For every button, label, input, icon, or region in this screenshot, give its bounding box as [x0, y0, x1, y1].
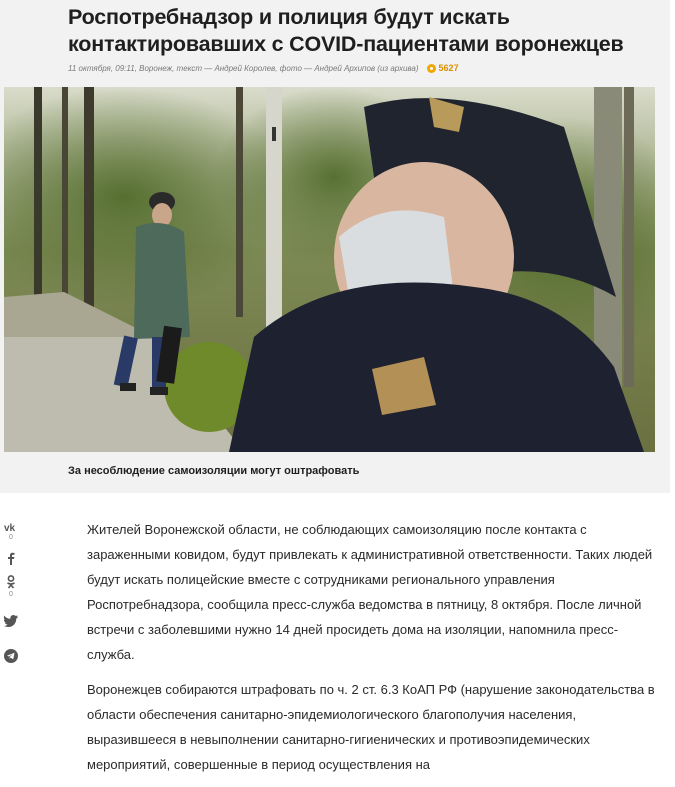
share-twitter[interactable] — [4, 615, 18, 627]
facebook-icon — [6, 552, 16, 565]
share-odnoklassniki[interactable] — [6, 575, 16, 599]
share-facebook[interactable] — [6, 552, 16, 565]
article-photo — [4, 87, 655, 452]
twitter-icon — [4, 615, 18, 627]
svg-text:vk: vk — [4, 523, 16, 532]
share-count-odnoklassniki: 0 — [9, 591, 13, 598]
article-body — [87, 517, 655, 787]
article-paragraph: Воронежцев собираются штрафовать по ч. 2 ст. 6.3 КоАП РФ (нарушение законодательства в области обеспечения санитарно-эпидемиологического благополучия населения, выразившееся в невыполнении санитарно-гигиенических и противоэпидемических мероприятий, совершенные в период осуществления на — [87, 682, 655, 772]
vk-icon — [4, 522, 18, 532]
article-paragraph: Жителей Воронежской области, не соблюдающих самоизоляцию после контакта с зараженными ковидом, будут привлекать к административной ответственности. Таких людей будут искать полицейские вместе с сотрудниками регионального управления Роспотребнадзора, сообщила пресс-служба ведомства в пятницу, 8 октября. После личной встречи с заболевшими нужно 14 дней просидеть дома на изоляции, напомнила пресс-служба. — [87, 522, 653, 662]
share-count-vk: 0 — [9, 534, 13, 541]
views-counter — [427, 63, 459, 73]
article-byline: 11 октября, 09:11, Воронеж, текст — Андрей Королев, фото — Андрей Архипов (из архива) — [68, 63, 419, 73]
views-count: 5627 — [438, 63, 459, 73]
article-title: Роспотребнадзор и полиция будут искать контактировавших с COVID-пациентами воронежцев — [68, 5, 624, 56]
odnoklassniki-icon — [6, 575, 16, 589]
views-icon — [427, 64, 436, 73]
share-vk[interactable] — [4, 522, 18, 542]
share-telegram[interactable] — [4, 649, 18, 663]
article-meta — [68, 61, 459, 75]
share-bar — [0, 522, 22, 673]
photo-caption: За несоблюдение самоизоляции могут оштрафовать — [68, 465, 360, 477]
telegram-icon — [4, 649, 18, 663]
photo-illustration — [4, 87, 655, 452]
